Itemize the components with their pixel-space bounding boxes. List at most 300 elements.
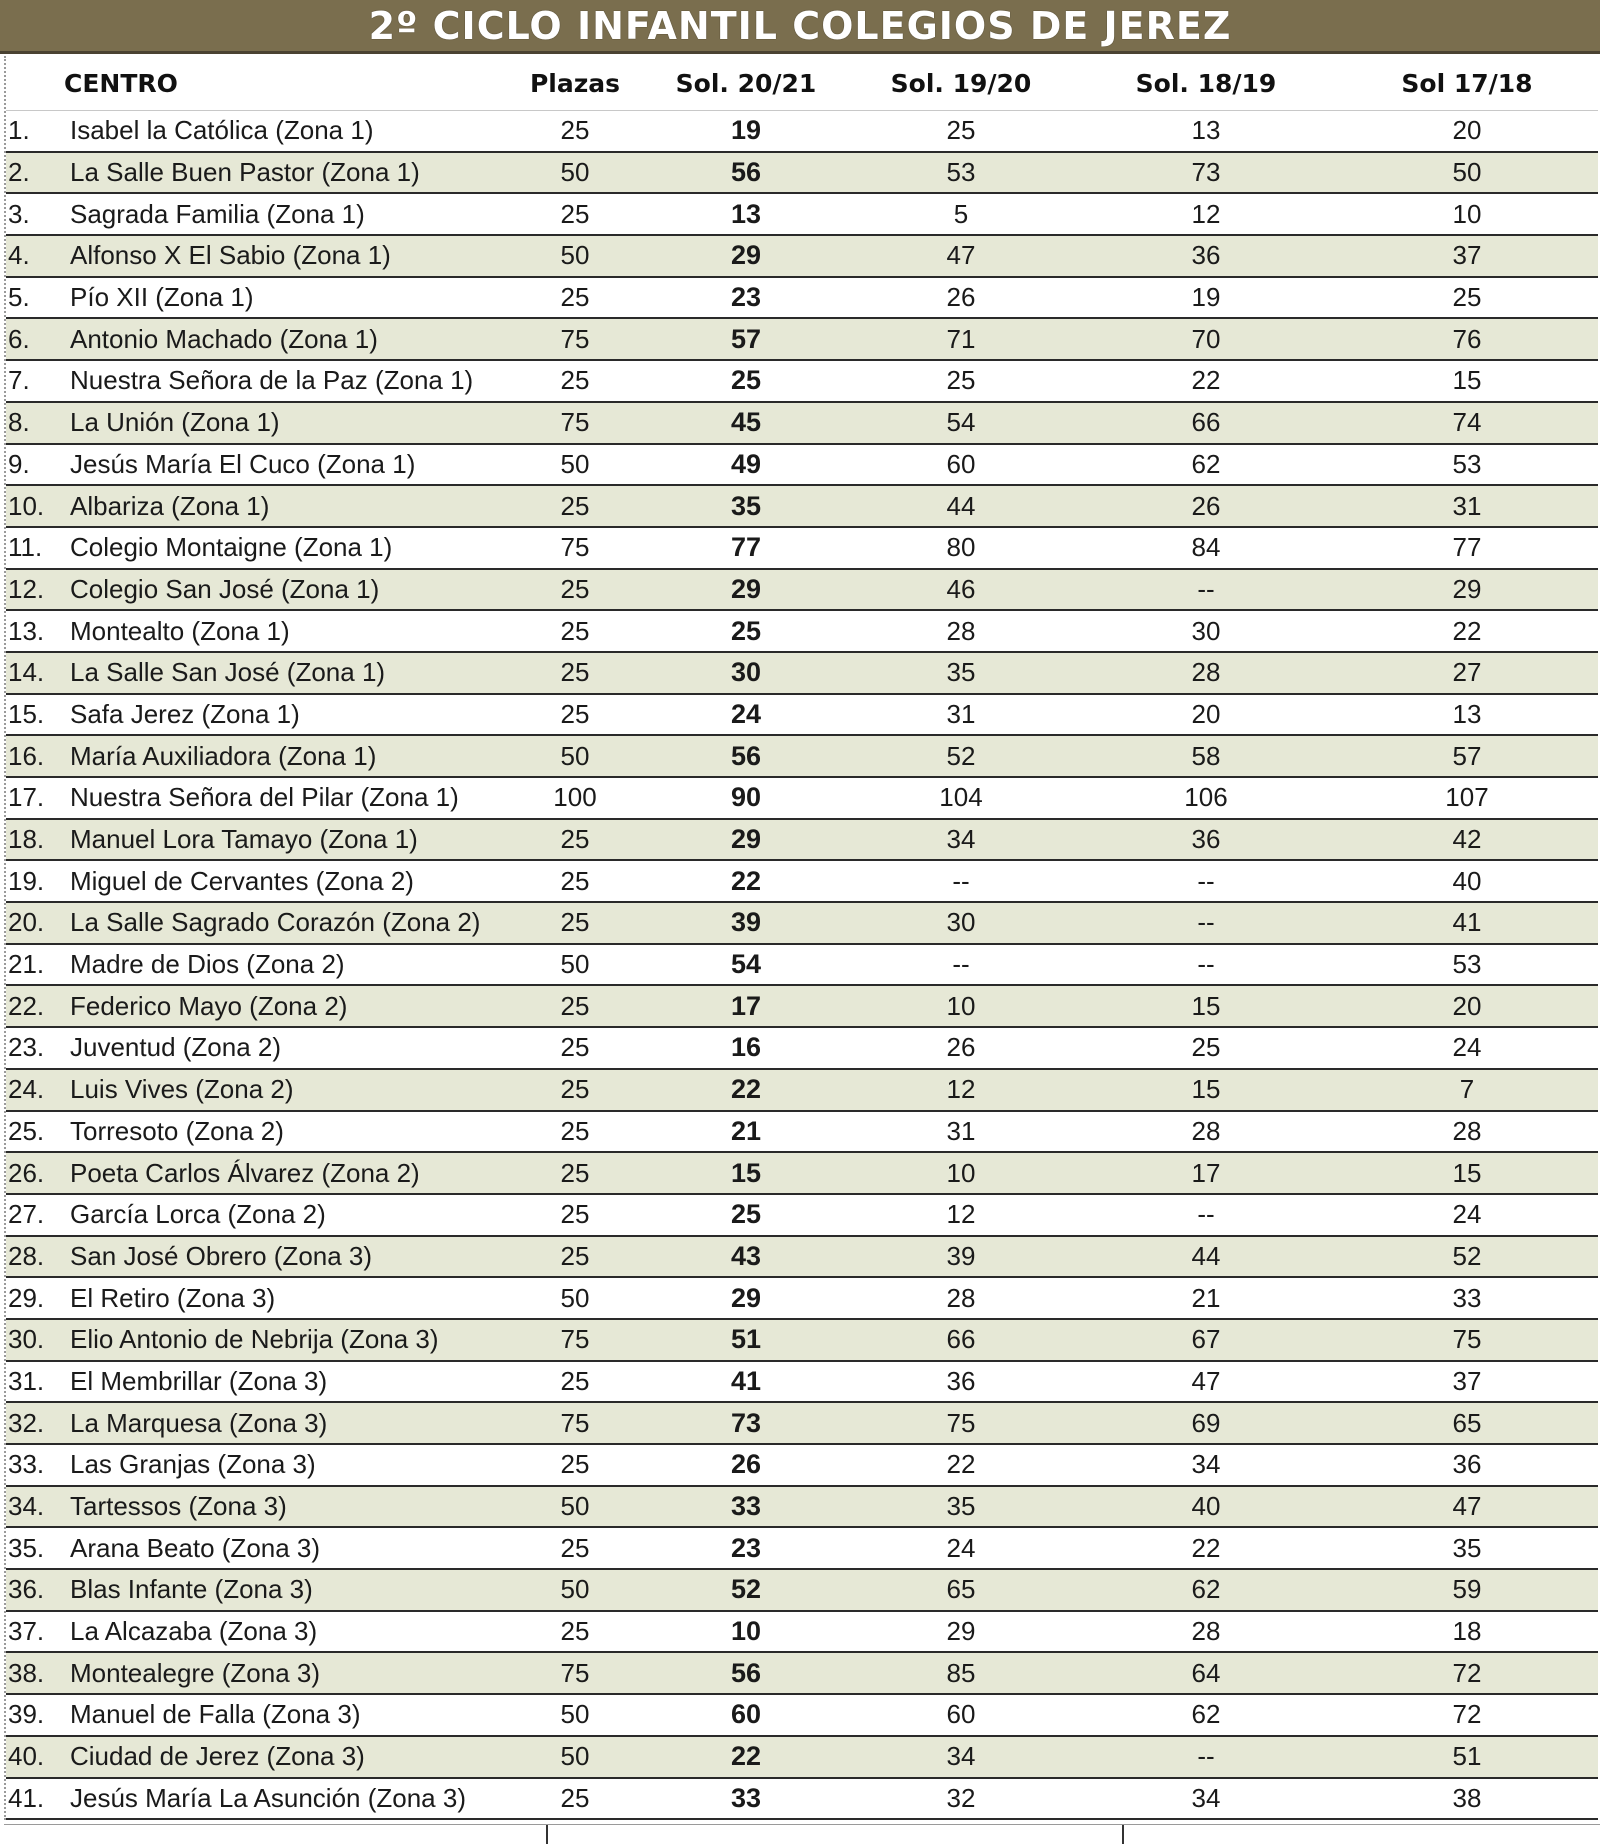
school-name: Arana Beato (Zona 3) [64, 1527, 504, 1569]
sol-1819-value: 67 [1076, 1319, 1336, 1361]
table-row [6, 610, 1598, 652]
sol-1718-value: 33 [1336, 1277, 1598, 1319]
sol-1819-value: 64 [1076, 1652, 1336, 1694]
bottom-tick [1122, 1825, 1124, 1844]
plazas-value: 25 [504, 860, 646, 902]
plazas-value: 25 [504, 985, 646, 1027]
school-name: Nuestra Señora del Pilar (Zona 1) [64, 777, 504, 819]
sol-1920-value: 12 [846, 1194, 1076, 1236]
row-number: 16. [6, 735, 64, 777]
row-number: 35. [6, 1527, 64, 1569]
sol-1718-value: 35 [1336, 1527, 1598, 1569]
sol-1718-value: 18 [1336, 1611, 1598, 1653]
bottom-rule [4, 1824, 1600, 1843]
header-sol-1920: Sol. 19/20 [890, 68, 1032, 98]
sol-1819-value: 44 [1076, 1236, 1336, 1278]
sol-1920-value: 31 [846, 1111, 1076, 1153]
row-number: 29. [6, 1277, 64, 1319]
schools-table-container [4, 56, 1600, 1820]
school-name: La Marquesa (Zona 3) [64, 1402, 504, 1444]
table-row [6, 1319, 1598, 1361]
sol-2021-value: 56 [646, 152, 846, 194]
sol-1819-value: 62 [1076, 1569, 1336, 1611]
sol-2021-value: 30 [646, 652, 846, 694]
plazas-value: 25 [504, 1069, 646, 1111]
sol-1920-value: 80 [846, 527, 1076, 569]
sol-1819-value: 73 [1076, 152, 1336, 194]
sol-2021-value: 25 [646, 610, 846, 652]
sol-2021-value: 26 [646, 1444, 846, 1486]
plazas-value: 50 [504, 944, 646, 986]
school-name: Juventud (Zona 2) [64, 1027, 504, 1069]
school-name: El Membrillar (Zona 3) [64, 1361, 504, 1403]
school-name: Montealegre (Zona 3) [64, 1652, 504, 1694]
sol-1819-value: 40 [1076, 1486, 1336, 1528]
plazas-value: 25 [504, 485, 646, 527]
table-row [6, 1652, 1598, 1694]
row-number: 4. [6, 235, 64, 277]
row-number: 26. [6, 1152, 64, 1194]
plazas-value: 25 [504, 1194, 646, 1236]
table-row [6, 527, 1598, 569]
table-row [6, 1111, 1598, 1153]
sol-1920-value: 32 [846, 1778, 1076, 1820]
plazas-value: 75 [504, 1652, 646, 1694]
plazas-value: 25 [504, 694, 646, 736]
table-row [6, 860, 1598, 902]
sol-1819-value: 17 [1076, 1152, 1336, 1194]
table-row [6, 569, 1598, 611]
sol-2021-value: 39 [646, 902, 846, 944]
row-number: 37. [6, 1611, 64, 1653]
sol-1819-value: 34 [1076, 1444, 1336, 1486]
row-number: 24. [6, 1069, 64, 1111]
sol-1819-value: 28 [1076, 1111, 1336, 1153]
table-row [6, 1486, 1598, 1528]
sol-1819-value: 22 [1076, 360, 1336, 402]
school-name: Sagrada Familia (Zona 1) [64, 193, 504, 235]
sol-1920-value: 34 [846, 1736, 1076, 1778]
sol-1718-value: 53 [1336, 944, 1598, 986]
sol-1920-value: 36 [846, 1361, 1076, 1403]
sol-1920-value: 28 [846, 610, 1076, 652]
school-name: El Retiro (Zona 3) [64, 1277, 504, 1319]
sol-1718-value: 72 [1336, 1652, 1598, 1694]
plazas-value: 25 [504, 1611, 646, 1653]
sol-1920-value: 22 [846, 1444, 1076, 1486]
sol-2021-value: 25 [646, 360, 846, 402]
row-number: 12. [6, 569, 64, 611]
table-row [6, 1402, 1598, 1444]
row-number: 41. [6, 1778, 64, 1820]
school-name: Albariza (Zona 1) [64, 485, 504, 527]
schools-table [6, 56, 1598, 1820]
sol-1718-value: 22 [1336, 610, 1598, 652]
sol-2021-value: 17 [646, 985, 846, 1027]
school-name: Poeta Carlos Álvarez (Zona 2) [64, 1152, 504, 1194]
school-name: Tartessos (Zona 3) [64, 1486, 504, 1528]
header-row [6, 56, 1598, 111]
school-name: La Salle Sagrado Corazón (Zona 2) [64, 902, 504, 944]
school-name: García Lorca (Zona 2) [64, 1194, 504, 1236]
table-row [6, 1527, 1598, 1569]
sol-1920-value: 104 [846, 777, 1076, 819]
sol-1920-value: 39 [846, 1236, 1076, 1278]
plazas-value: 50 [504, 444, 646, 486]
sol-2021-value: 77 [646, 527, 846, 569]
row-number: 19. [6, 860, 64, 902]
sol-1718-value: 28 [1336, 1111, 1598, 1153]
sol-2021-value: 33 [646, 1778, 846, 1820]
sol-1718-value: 20 [1336, 111, 1598, 152]
school-name: La Unión (Zona 1) [64, 402, 504, 444]
sol-2021-value: 57 [646, 318, 846, 360]
plazas-value: 25 [504, 1444, 646, 1486]
table-row [6, 694, 1598, 736]
plazas-value: 50 [504, 152, 646, 194]
sol-1920-value: 34 [846, 819, 1076, 861]
school-name: Isabel la Católica (Zona 1) [64, 111, 504, 152]
sol-2021-value: 54 [646, 944, 846, 986]
sol-2021-value: 23 [646, 277, 846, 319]
row-number: 36. [6, 1569, 64, 1611]
row-number: 40. [6, 1736, 64, 1778]
school-name: Pío XII (Zona 1) [64, 277, 504, 319]
row-number: 33. [6, 1444, 64, 1486]
table-row [6, 193, 1598, 235]
row-number: 10. [6, 485, 64, 527]
sol-2021-value: 22 [646, 1736, 846, 1778]
row-number: 7. [6, 360, 64, 402]
sol-1920-value: 35 [846, 1486, 1076, 1528]
sol-1920-value: 10 [846, 1152, 1076, 1194]
sol-1718-value: 53 [1336, 444, 1598, 486]
sol-1819-value: -- [1076, 902, 1336, 944]
row-number: 15. [6, 694, 64, 736]
sol-1819-value: 13 [1076, 111, 1336, 152]
table-row [6, 318, 1598, 360]
sol-2021-value: 23 [646, 1527, 846, 1569]
sol-1718-value: 27 [1336, 652, 1598, 694]
plazas-value: 50 [504, 1569, 646, 1611]
sol-1920-value: 75 [846, 1402, 1076, 1444]
sol-1819-value: 34 [1076, 1778, 1336, 1820]
table-row [6, 1569, 1598, 1611]
sol-1819-value: 30 [1076, 610, 1336, 652]
row-number: 13. [6, 610, 64, 652]
sol-1819-value: 21 [1076, 1277, 1336, 1319]
header-number [6, 56, 64, 111]
sol-2021-value: 90 [646, 777, 846, 819]
plazas-value: 25 [504, 569, 646, 611]
sol-1819-value: 84 [1076, 527, 1336, 569]
sol-2021-value: 29 [646, 569, 846, 611]
sol-1819-value: 36 [1076, 819, 1336, 861]
plazas-value: 25 [504, 652, 646, 694]
title-bar [0, 0, 1600, 54]
table-body [6, 111, 1598, 1820]
plazas-value: 75 [504, 318, 646, 360]
table-row [6, 1236, 1598, 1278]
sol-1920-value: 85 [846, 1652, 1076, 1694]
sol-1718-value: 38 [1336, 1778, 1598, 1820]
row-number: 14. [6, 652, 64, 694]
row-number: 6. [6, 318, 64, 360]
sol-1920-value: 31 [846, 694, 1076, 736]
plazas-value: 25 [504, 360, 646, 402]
row-number: 21. [6, 944, 64, 986]
header-plazas: Plazas [529, 68, 621, 98]
sol-1819-value: 69 [1076, 1402, 1336, 1444]
sol-1718-value: 13 [1336, 694, 1598, 736]
row-number: 3. [6, 193, 64, 235]
table-row [6, 985, 1598, 1027]
sol-2021-value: 22 [646, 860, 846, 902]
sol-1819-value: 22 [1076, 1527, 1336, 1569]
sol-1718-value: 77 [1336, 527, 1598, 569]
row-number: 1. [6, 111, 64, 152]
school-name: San José Obrero (Zona 3) [64, 1236, 504, 1278]
table-row [6, 277, 1598, 319]
school-name: Jesús María La Asunción (Zona 3) [64, 1778, 504, 1820]
sol-1920-value: -- [846, 860, 1076, 902]
sol-1718-value: 25 [1336, 277, 1598, 319]
table-row [6, 152, 1598, 194]
sol-1819-value: 15 [1076, 985, 1336, 1027]
sol-1819-value: 62 [1076, 1694, 1336, 1736]
header-sol-1819: Sol. 18/19 [1135, 68, 1277, 98]
sol-2021-value: 60 [646, 1694, 846, 1736]
sol-1718-value: 20 [1336, 985, 1598, 1027]
table-row [6, 1444, 1598, 1486]
sol-1920-value: 28 [846, 1277, 1076, 1319]
sol-1718-value: 29 [1336, 569, 1598, 611]
sol-1819-value: 20 [1076, 694, 1336, 736]
sol-2021-value: 13 [646, 193, 846, 235]
table-row [6, 1611, 1598, 1653]
sol-1819-value: -- [1076, 860, 1336, 902]
sol-1920-value: 46 [846, 569, 1076, 611]
school-name: Elio Antonio de Nebrija (Zona 3) [64, 1319, 504, 1361]
row-number: 20. [6, 902, 64, 944]
sol-1819-value: 58 [1076, 735, 1336, 777]
plazas-value: 25 [504, 1111, 646, 1153]
sol-1819-value: 26 [1076, 485, 1336, 527]
table-row [6, 1736, 1598, 1778]
school-name: La Salle Buen Pastor (Zona 1) [64, 152, 504, 194]
school-name: Ciudad de Jerez (Zona 3) [64, 1736, 504, 1778]
header-sol-2021: Sol. 20/21 [675, 68, 817, 98]
table-row [6, 1069, 1598, 1111]
sol-1718-value: 51 [1336, 1736, 1598, 1778]
sol-1718-value: 75 [1336, 1319, 1598, 1361]
plazas-value: 75 [504, 402, 646, 444]
plazas-value: 25 [504, 1152, 646, 1194]
sol-1819-value: -- [1076, 1736, 1336, 1778]
table-row [6, 1277, 1598, 1319]
row-number: 22. [6, 985, 64, 1027]
table-row [6, 360, 1598, 402]
row-number: 28. [6, 1236, 64, 1278]
sol-1819-value: 36 [1076, 235, 1336, 277]
sol-1920-value: 60 [846, 444, 1076, 486]
table-row [6, 1361, 1598, 1403]
sol-1718-value: 47 [1336, 1486, 1598, 1528]
plazas-value: 25 [504, 111, 646, 152]
sol-1718-value: 57 [1336, 735, 1598, 777]
table-row [6, 902, 1598, 944]
header-centro: CENTRO [64, 68, 178, 98]
bottom-tick [546, 1825, 548, 1844]
sol-1920-value: -- [846, 944, 1076, 986]
table-row [6, 1778, 1598, 1820]
row-number: 18. [6, 819, 64, 861]
sol-2021-value: 56 [646, 1652, 846, 1694]
sol-1920-value: 44 [846, 485, 1076, 527]
sol-1718-value: 59 [1336, 1569, 1598, 1611]
sol-1819-value: 66 [1076, 402, 1336, 444]
sol-1718-value: 36 [1336, 1444, 1598, 1486]
plazas-value: 75 [504, 1402, 646, 1444]
plazas-value: 25 [504, 193, 646, 235]
sol-1920-value: 25 [846, 111, 1076, 152]
school-name: Torresoto (Zona 2) [64, 1111, 504, 1153]
school-name: La Salle San José (Zona 1) [64, 652, 504, 694]
table-row [6, 111, 1598, 152]
row-number: 30. [6, 1319, 64, 1361]
plazas-value: 50 [504, 1694, 646, 1736]
school-name: La Alcazaba (Zona 3) [64, 1611, 504, 1653]
sol-1920-value: 54 [846, 402, 1076, 444]
sol-1819-value: 15 [1076, 1069, 1336, 1111]
sol-2021-value: 33 [646, 1486, 846, 1528]
sol-2021-value: 29 [646, 819, 846, 861]
school-name: Luis Vives (Zona 2) [64, 1069, 504, 1111]
sol-2021-value: 73 [646, 1402, 846, 1444]
school-name: Manuel Lora Tamayo (Zona 1) [64, 819, 504, 861]
sol-1920-value: 10 [846, 985, 1076, 1027]
sol-1819-value: -- [1076, 569, 1336, 611]
sol-1718-value: 74 [1336, 402, 1598, 444]
plazas-value: 50 [504, 1736, 646, 1778]
school-name: Montealto (Zona 1) [64, 610, 504, 652]
school-name: Las Granjas (Zona 3) [64, 1444, 504, 1486]
school-name: Federico Mayo (Zona 2) [64, 985, 504, 1027]
sol-1718-value: 24 [1336, 1027, 1598, 1069]
plazas-value: 25 [504, 1027, 646, 1069]
school-name: María Auxiliadora (Zona 1) [64, 735, 504, 777]
page-title: 2º CICLO INFANTIL COLEGIOS DE JEREZ [368, 3, 1232, 48]
sol-2021-value: 16 [646, 1027, 846, 1069]
school-name: Blas Infante (Zona 3) [64, 1569, 504, 1611]
sol-1920-value: 71 [846, 318, 1076, 360]
sol-1819-value: 106 [1076, 777, 1336, 819]
sol-1819-value: 62 [1076, 444, 1336, 486]
sol-2021-value: 19 [646, 111, 846, 152]
row-number: 25. [6, 1111, 64, 1153]
sol-2021-value: 15 [646, 1152, 846, 1194]
sol-1819-value: 28 [1076, 1611, 1336, 1653]
school-name: Colegio Montaigne (Zona 1) [64, 527, 504, 569]
table-row [6, 1694, 1598, 1736]
plazas-value: 25 [504, 902, 646, 944]
row-number: 38. [6, 1652, 64, 1694]
plazas-value: 75 [504, 1319, 646, 1361]
sol-1718-value: 15 [1336, 360, 1598, 402]
sol-2021-value: 25 [646, 1194, 846, 1236]
table-row [6, 1027, 1598, 1069]
row-number: 2. [6, 152, 64, 194]
sol-1920-value: 60 [846, 1694, 1076, 1736]
sol-1718-value: 37 [1336, 235, 1598, 277]
table-row [6, 444, 1598, 486]
school-name: Alfonso X El Sabio (Zona 1) [64, 235, 504, 277]
sol-1718-value: 40 [1336, 860, 1598, 902]
table-row [6, 402, 1598, 444]
sol-1718-value: 31 [1336, 485, 1598, 527]
sol-2021-value: 29 [646, 235, 846, 277]
plazas-value: 25 [504, 1778, 646, 1820]
school-name: Nuestra Señora de la Paz (Zona 1) [64, 360, 504, 402]
sol-1819-value: -- [1076, 1194, 1336, 1236]
sol-2021-value: 10 [646, 1611, 846, 1653]
sol-1718-value: 15 [1336, 1152, 1598, 1194]
row-number: 5. [6, 277, 64, 319]
plazas-value: 50 [504, 735, 646, 777]
plazas-value: 25 [504, 1236, 646, 1278]
sol-1718-value: 52 [1336, 1236, 1598, 1278]
sol-1718-value: 24 [1336, 1194, 1598, 1236]
sol-1920-value: 26 [846, 277, 1076, 319]
plazas-value: 25 [504, 1361, 646, 1403]
sol-1920-value: 26 [846, 1027, 1076, 1069]
sol-2021-value: 24 [646, 694, 846, 736]
sol-2021-value: 41 [646, 1361, 846, 1403]
sol-1819-value: 12 [1076, 193, 1336, 235]
sol-2021-value: 52 [646, 1569, 846, 1611]
sol-1920-value: 5 [846, 193, 1076, 235]
sol-1920-value: 66 [846, 1319, 1076, 1361]
table-row [6, 1152, 1598, 1194]
sol-1920-value: 24 [846, 1527, 1076, 1569]
table-row [6, 1194, 1598, 1236]
table-header [6, 56, 1598, 111]
plazas-value: 50 [504, 1486, 646, 1528]
school-name: Madre de Dios (Zona 2) [64, 944, 504, 986]
sol-1819-value: 47 [1076, 1361, 1336, 1403]
sol-1819-value: -- [1076, 944, 1336, 986]
row-number: 39. [6, 1694, 64, 1736]
school-name: Antonio Machado (Zona 1) [64, 318, 504, 360]
row-number: 9. [6, 444, 64, 486]
sol-1920-value: 12 [846, 1069, 1076, 1111]
row-number: 31. [6, 1361, 64, 1403]
school-name: Colegio San José (Zona 1) [64, 569, 504, 611]
sol-1920-value: 29 [846, 1611, 1076, 1653]
sol-1920-value: 35 [846, 652, 1076, 694]
sol-2021-value: 43 [646, 1236, 846, 1278]
row-number: 11. [6, 527, 64, 569]
sol-1920-value: 25 [846, 360, 1076, 402]
sol-1718-value: 37 [1336, 1361, 1598, 1403]
sol-1718-value: 76 [1336, 318, 1598, 360]
plazas-value: 25 [504, 819, 646, 861]
table-row [6, 485, 1598, 527]
row-number: 34. [6, 1486, 64, 1528]
row-number: 17. [6, 777, 64, 819]
plazas-value: 50 [504, 1277, 646, 1319]
table-row [6, 944, 1598, 986]
